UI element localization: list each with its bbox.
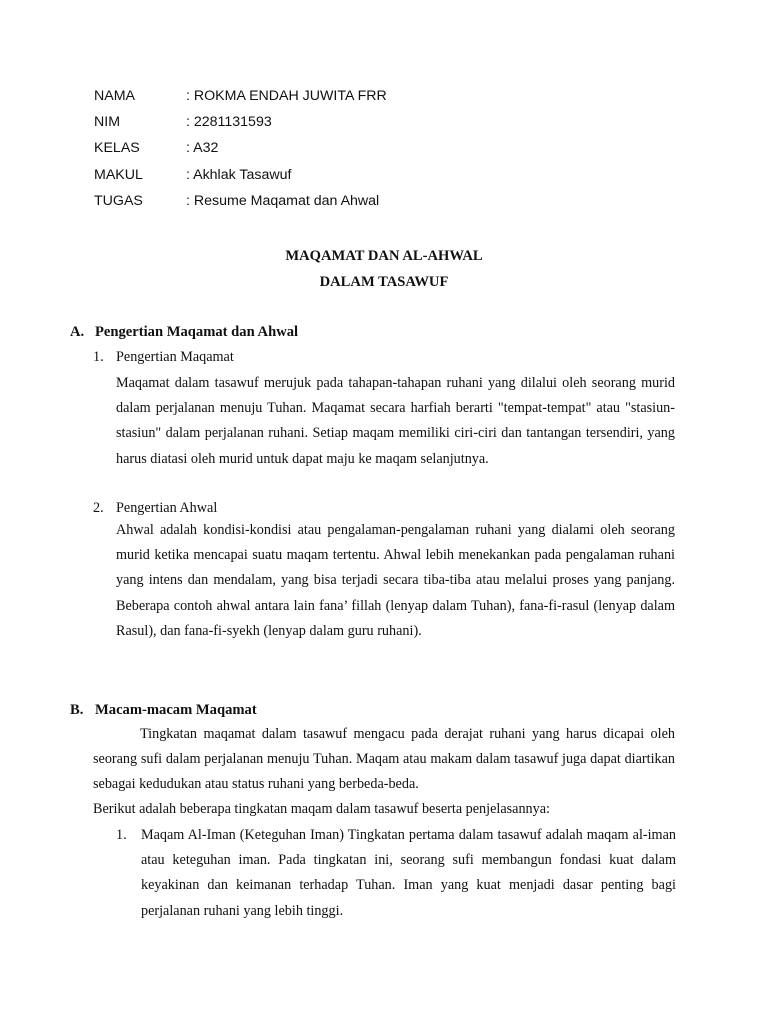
section-title: Macam-macam Maqamat (95, 702, 257, 718)
item-number: 1. (93, 349, 104, 365)
info-value: : Resume Maqamat dan Ahwal (186, 192, 380, 209)
paragraph-macam-intro: Tingkatan maqamat dalam tasawuf mengacu pada derajat ruhani yang harus dicapai oleh seorang sufi dalam perjalanan menuju Tuhan. Maqam atau makam dalam tasawuf juga dapat diartikan sebagai kedudukan atau status ruhani yang berbeda-beda. (93, 726, 675, 793)
item-title: Pengertian Maqamat (116, 349, 234, 365)
paragraph-macam-lead: Berikut adalah beberapa tingkatan maqam dalam tasawuf beserta penjelasannya: (93, 801, 550, 817)
section-title: Pengertian Maqamat dan Ahwal (95, 324, 299, 340)
document-title-line1: MAQAMAT DAN AL-AHWAL (285, 248, 483, 264)
info-row-makul (94, 165, 654, 191)
item-text: Maqam Al-Iman (Keteguhan Iman) Tingkatan pertama dalam tasawuf adalah maqam al-iman atau keteguhan iman. Pada tingkatan ini, seorang sufi membangun fondasi kuat dalam keyakinan dan keimanan terhadap Tuhan. Iman yang kuat menjadi dasar penting bagi perjalanan ruhani yang lebih tinggi. (141, 827, 676, 919)
info-row-nim (94, 112, 654, 138)
item-a1-title (93, 349, 234, 366)
section-label: A. (70, 324, 85, 340)
section-label: B. (70, 702, 84, 718)
section-a-heading (70, 324, 298, 341)
info-key: NIM (94, 114, 121, 131)
paragraph-maqamat: Maqamat dalam tasawuf merujuk pada tahapan-tahapan ruhani yang dilalui oleh seorang murid dalam perjalanan menuju Tuhan. Maqamat secara harfiah berarti "tempat-tempat" atau "stasiun-stasiun" dalam perjalanan ruhani. Setiap maqam memiliki ciri-ciri dan tantangan tersendiri, yang harus diatasi oleh murid untuk dapat maju ke maqam selanjutnya. (116, 375, 675, 467)
item-a2-title (93, 500, 217, 517)
info-row-tugas (94, 191, 654, 217)
paragraph-ahwal: Ahwal adalah kondisi-kondisi atau pengalaman-pengalaman ruhani yang dialami oleh seorang murid ketika mencapai suatu maqam tertentu. Ahwal lebih menekankan pada pengalaman ruhani yang intens dan mendalam, yang bisa terjadi secara tiba-tiba atau melalui proses yang panjang. Beberapa contoh ahwal antara lain fana’ fillah (lenyap dalam Tuhan), fana-fi-rasul (lenyap dalam Rasul), dan fana-fi-syekh (lenyap dalam guru ruhani). (116, 522, 675, 639)
info-value: : Akhlak Tasawuf (186, 166, 292, 183)
info-row-kelas (94, 138, 654, 164)
info-value: : 2281131593 (186, 114, 272, 131)
info-key: MAKUL (94, 166, 143, 183)
info-key: NAMA (94, 88, 135, 104)
student-info (94, 86, 654, 217)
section-b-heading (70, 702, 257, 719)
info-value: : A32 (186, 140, 219, 157)
document-title-line2: DALAM TASAWUF (319, 274, 449, 290)
info-key: KELAS (94, 140, 140, 157)
item-title: Pengertian Ahwal (116, 500, 218, 516)
item-number: 2. (93, 500, 104, 516)
item-number: 1. (116, 827, 127, 843)
list-item-maqam-iman (116, 823, 676, 924)
info-value: : ROKMA ENDAH JUWITA FRR (186, 88, 387, 104)
info-key: TUGAS (94, 192, 143, 209)
info-row-nama (94, 86, 654, 112)
